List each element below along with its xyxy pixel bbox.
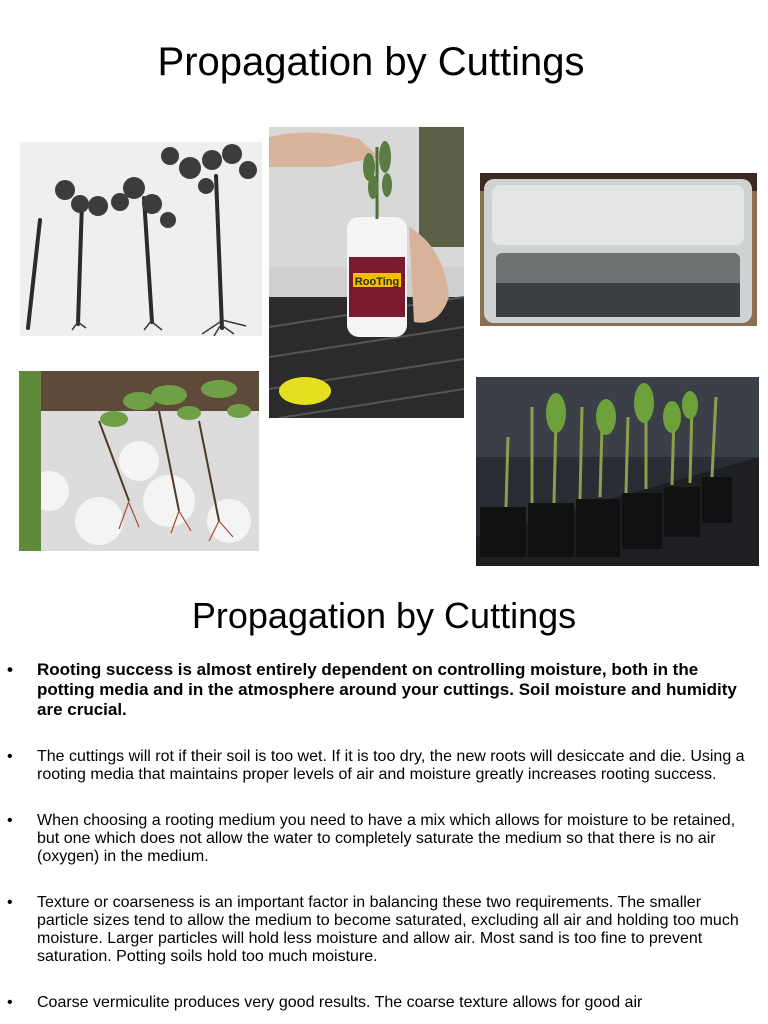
bullet-item: • Texture or coarseness is an important factor in balancing these two requirements. The smaller particle sizes tend to allow the medium to become saturated, excluding all air and holding too much moisture. Larger particles will hold less moisture and allow air. Most sand is too fine to prevent saturation. Potting soils hold too much moisture. xyxy=(0,894,768,966)
bullet-item: • Coarse vermiculite produces very good results. The coarse texture allows for good air xyxy=(0,994,768,1012)
slide-1-title: Propagation by Cuttings xyxy=(157,40,585,84)
rooting-hormone-photo xyxy=(269,127,464,418)
bullet-item: • Rooting success is almost entirely dependent on controlling moisture, both in the potting media and in the atmosphere around your cuttings. Soil moisture and humidity are crucial. xyxy=(0,660,768,720)
cuttings-on-perlite-photo xyxy=(19,371,259,551)
cuttings-with-roots-photo xyxy=(20,142,262,336)
rooting-label-text: RooTing xyxy=(354,276,400,288)
bullet-item: • The cuttings will rot if their soil is too wet. If it is too dry, the new roots will desiccate and die. Using a rooting media that maintains proper levels of air and moisture greatly increases rooting success. xyxy=(0,748,768,784)
slide-2-title: Propagation by Cuttings xyxy=(191,595,577,636)
plastic-container-photo xyxy=(480,173,757,326)
bullet-list xyxy=(0,660,768,1012)
seedling-trays-photo xyxy=(476,377,759,566)
bullet-item: • When choosing a rooting medium you need to have a mix which allows for moisture to be retained, but one which does not allow the water to completely saturate the medium so that there is no air (oxygen) in the medium. xyxy=(0,812,768,866)
